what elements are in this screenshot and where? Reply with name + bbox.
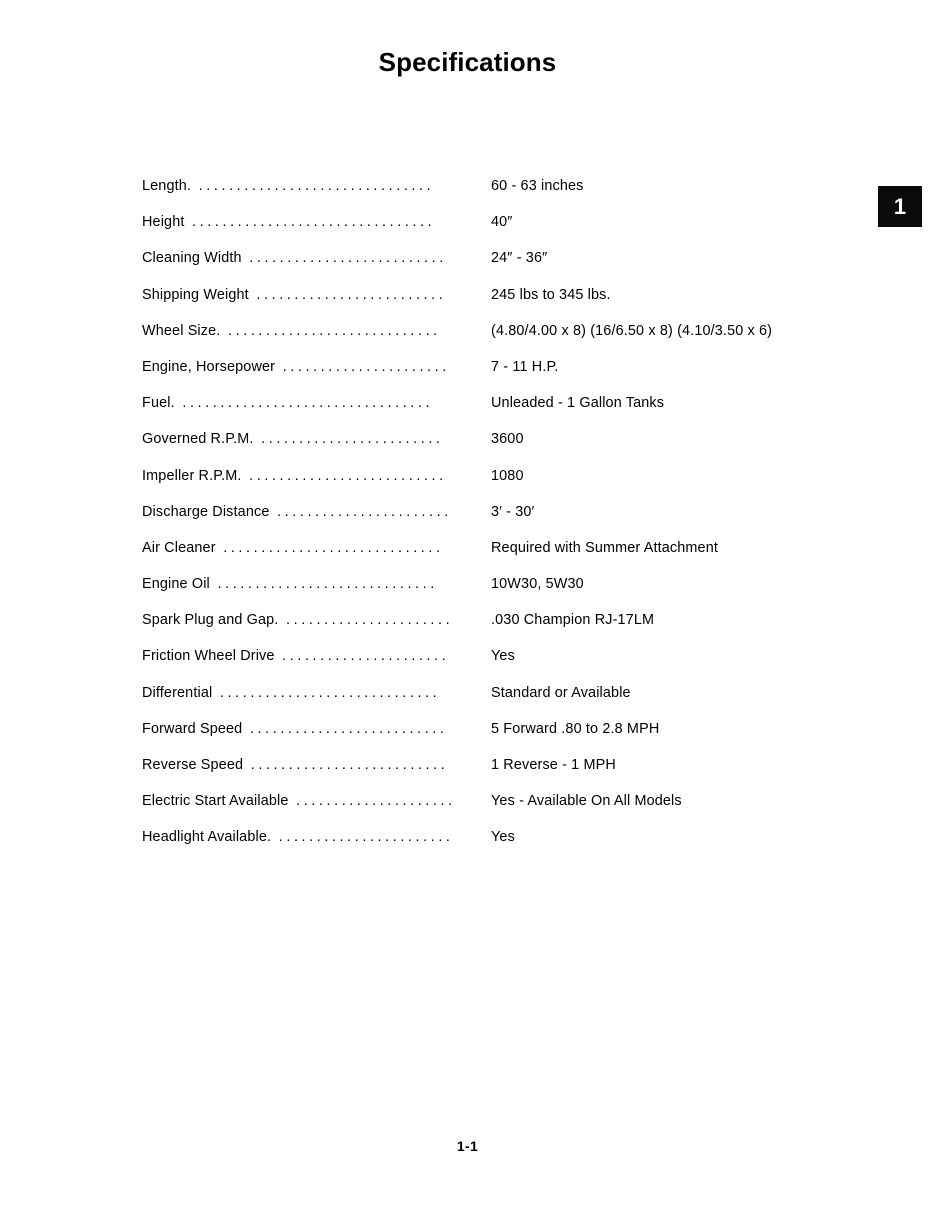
spec-label: Length. [142, 178, 192, 194]
spec-row [142, 719, 842, 755]
spec-label: Air Cleaner [142, 539, 216, 556]
dot-leader: ..................... [288, 793, 456, 810]
spec-value: .030 Champion RJ-17LM [491, 612, 655, 629]
spec-row [142, 791, 842, 827]
dot-leader: ...................... [275, 358, 450, 375]
spec-label-leader [142, 248, 491, 268]
spec-label: Friction Wheel Drive [142, 648, 275, 665]
page-title: Specifications [378, 47, 557, 77]
spec-row [142, 466, 842, 502]
spec-row [142, 538, 842, 574]
spec-value: 245 lbs to 345 lbs. [491, 286, 611, 303]
spec-label-leader [142, 212, 491, 232]
spec-label: Discharge Distance [142, 503, 270, 520]
dot-leader: ............................. [209, 576, 438, 593]
spec-label: Governed R.P.M. [142, 431, 254, 448]
dot-leader: ...................... [274, 648, 450, 665]
spec-label-leader [142, 538, 491, 558]
spec-row [142, 248, 842, 284]
spec-row [142, 285, 842, 321]
spec-value: Yes - Available On All Models [491, 793, 682, 810]
spec-value: Standard or Available [491, 684, 631, 701]
dot-leader: ................................ [184, 214, 436, 231]
spec-label-leader [142, 791, 491, 811]
spec-row [142, 393, 842, 429]
spec-value: Unleaded - 1 Gallon Tanks [491, 395, 665, 412]
spec-value: 10W30, 5W30 [491, 576, 584, 593]
dot-leader: ....................... [271, 829, 454, 846]
spec-label: Headlight Available. [142, 829, 272, 846]
spec-label: Reverse Speed [142, 757, 244, 773]
dot-leader: .......................... [243, 757, 449, 773]
spec-value: 5 Forward .80 to 2.8 MPH [491, 720, 660, 737]
spec-row [142, 755, 842, 791]
spec-label-leader [142, 393, 491, 413]
spec-row [142, 176, 842, 212]
spec-row [142, 502, 842, 538]
chapter-tab-number: 1 [893, 194, 907, 219]
dot-leader: .......................... [241, 467, 447, 484]
spec-label-leader [142, 719, 491, 739]
spec-value: 24″ - 36″ [491, 250, 548, 267]
spec-label-leader [142, 610, 491, 630]
dot-leader: ............................... [191, 178, 435, 194]
spec-row [142, 827, 842, 863]
dot-leader: ....................... [269, 503, 452, 520]
page-number-footer: 1-1 [456, 1138, 479, 1154]
spec-label: Spark Plug and Gap. [142, 612, 279, 629]
specifications-list [142, 176, 842, 864]
spec-value: Yes [491, 829, 515, 846]
spec-label-leader [142, 285, 491, 305]
dot-leader: ...................... [278, 612, 454, 629]
spec-label: Electric Start Available [142, 793, 289, 810]
spec-label-leader [142, 502, 491, 522]
spec-value: Yes [491, 648, 515, 665]
spec-row [142, 646, 842, 682]
spec-row [142, 357, 842, 393]
spec-row [142, 683, 842, 719]
spec-label-leader [142, 683, 491, 703]
dot-leader: ......................... [248, 286, 447, 303]
dot-leader: .......................... [242, 720, 448, 737]
chapter-tab-marker [878, 186, 922, 227]
spec-value: 3600 [491, 431, 524, 448]
spec-row [142, 574, 842, 610]
spec-row [142, 610, 842, 646]
spec-value: 60 - 63 inches [491, 178, 584, 194]
spec-label-leader [142, 646, 491, 666]
spec-label: Engine, Horsepower [142, 358, 276, 375]
spec-value: Required with Summer Attachment [491, 539, 719, 556]
spec-label-leader [142, 466, 491, 486]
spec-value: 40″ [491, 214, 513, 231]
spec-label: Height [142, 214, 185, 231]
spec-row [142, 212, 842, 248]
spec-label-leader [142, 827, 491, 847]
spec-label-leader [142, 357, 491, 377]
spec-value: 7 - 11 H.P. [491, 358, 559, 375]
spec-label: Engine Oil [142, 576, 210, 593]
spec-label-leader [142, 574, 491, 594]
spec-label-leader [142, 429, 491, 449]
dot-leader: .......................... [241, 250, 447, 267]
dot-leader: ............................. [212, 684, 441, 701]
spec-label-leader [142, 176, 491, 196]
spec-label: Impeller R.P.M. [142, 467, 242, 484]
dot-leader: ............................. [215, 539, 444, 556]
dot-leader: ................................. [174, 395, 434, 412]
spec-value: 1 Reverse - 1 MPH [491, 757, 616, 773]
spec-label: Wheel Size. [142, 322, 221, 339]
dot-leader: ............................ [220, 322, 441, 339]
spec-label: Shipping Weight [142, 286, 249, 303]
spec-label-leader [142, 321, 491, 341]
spec-label: Fuel. [142, 395, 175, 412]
spec-label-leader [142, 755, 491, 775]
spec-label: Forward Speed [142, 720, 243, 737]
spec-value: 1080 [491, 467, 524, 484]
dot-leader: ........................ [253, 431, 444, 448]
spec-row [142, 321, 842, 357]
spec-value: (4.80/4.00 x 8) (16/6.50 x 8) (4.10/3.50 x 6) [491, 322, 773, 339]
spec-value: 3′ - 30′ [491, 503, 535, 520]
spec-label: Differential [142, 684, 213, 701]
spec-label: Cleaning Width [142, 250, 242, 267]
spec-row [142, 429, 842, 465]
